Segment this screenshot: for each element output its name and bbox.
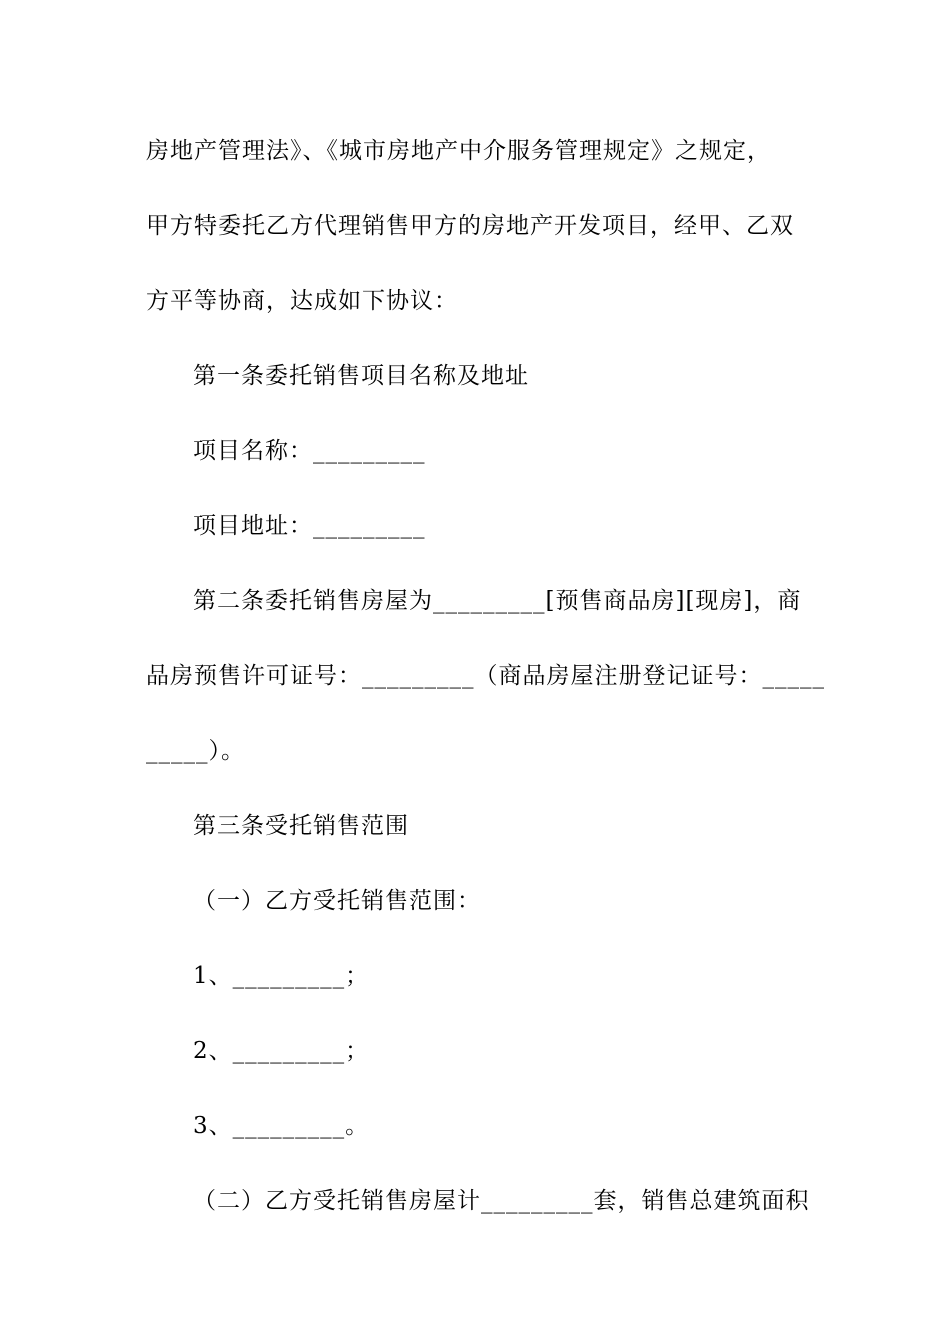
clause-heading: （一）乙方受托销售范围： (193, 888, 481, 914)
clause-heading: （二）乙方受托销售房屋计_________套，销售总建筑面积 (193, 1188, 810, 1214)
list-item: 1、_________； (193, 963, 370, 989)
article-heading: 第一条委托销售项目名称及地址 (193, 363, 529, 389)
article-heading: 第三条受托销售范围 (193, 813, 409, 839)
article-heading: 第二条委托销售房屋为_________[预售商品房][现房]，商 (193, 588, 802, 614)
paragraph-line: 品房预售许可证号：_________（商品房屋注册登记证号：_____ (146, 663, 825, 689)
paragraph-line: 方平等协商，达成如下协议： (146, 288, 458, 314)
paragraph-line: 甲方特委托乙方代理销售甲方的房地产开发项目，经甲、乙双 (146, 213, 794, 239)
project-address-field: 项目地址：_________ (193, 513, 426, 539)
paragraph-line: 房地产管理法》、《城市房地产中介服务管理规定》之规定， (146, 138, 771, 164)
project-name-field: 项目名称：_________ (193, 438, 426, 464)
list-item: 3、_________。 (193, 1113, 370, 1139)
list-item: 2、_________； (193, 1038, 370, 1064)
paragraph-line: _____）。 (146, 738, 245, 764)
